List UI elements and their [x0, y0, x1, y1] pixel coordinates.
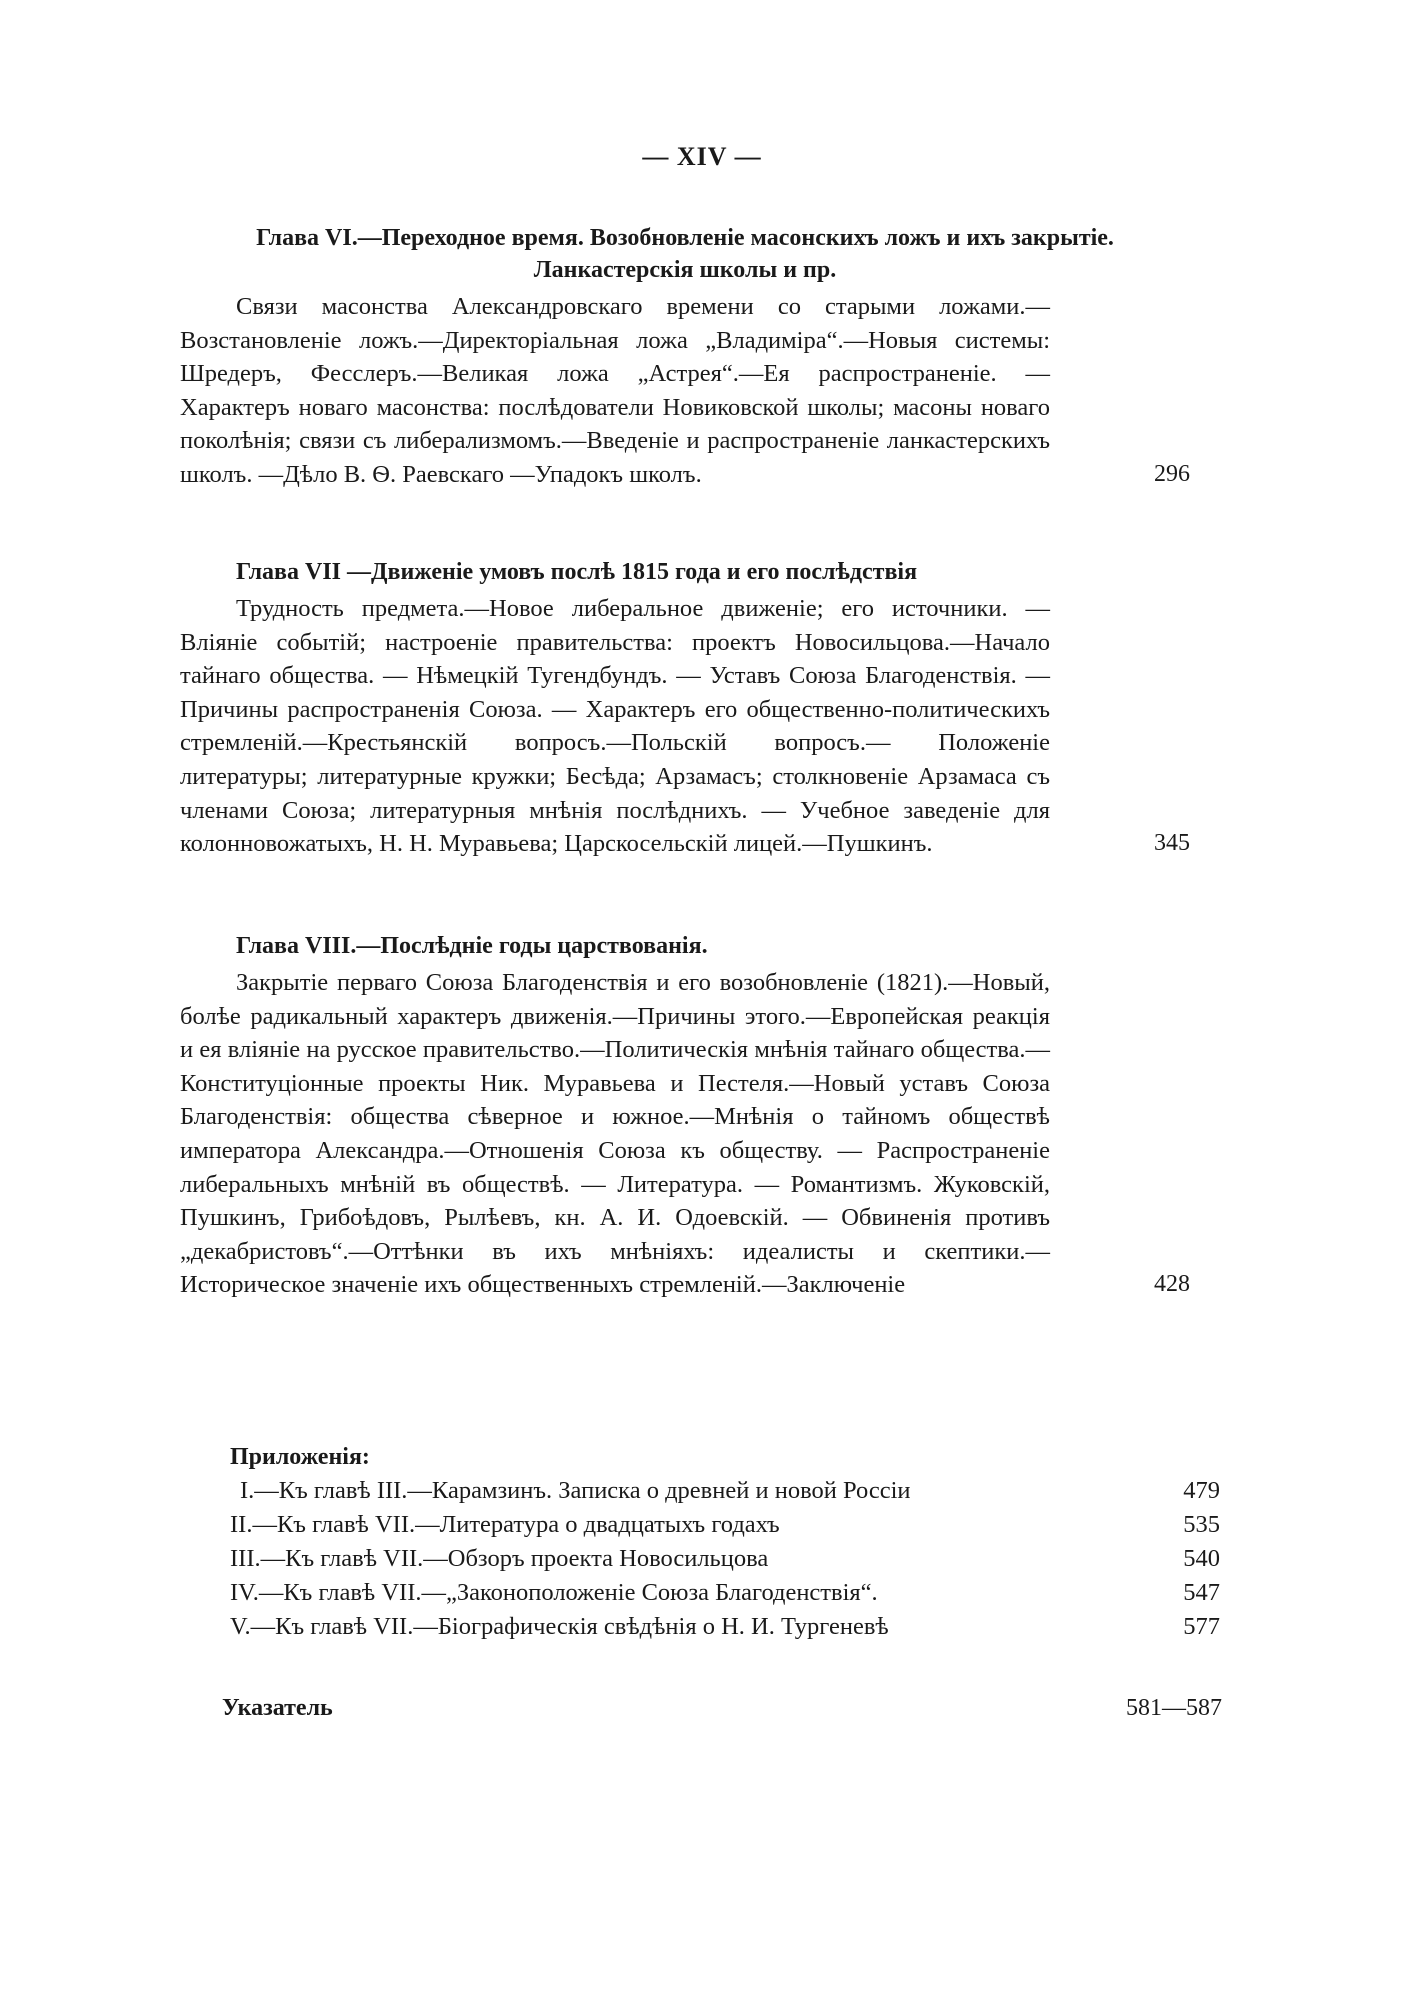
appendices-title: Приложенія: [230, 1444, 370, 1470]
appendix-page: 547 [1183, 1579, 1220, 1606]
appendix-text: IV.—Къ главѣ VII.—„Законоположеніе Союза Благоденствія“. [230, 1579, 878, 1606]
chapter-6 [180, 222, 1190, 492]
appendix-page: 540 [1183, 1545, 1220, 1572]
chapter-title: Глава VIII.—Послѣдніе годы царствованія. [236, 933, 708, 959]
index-label: Указатель [222, 1695, 333, 1721]
appendix-text: I.—Къ главѣ III.—Карамзинъ. Записка о древней и новой Россіи [240, 1477, 911, 1504]
appendix-text: II.—Къ главѣ VII.—Литература о двадцатыхъ годахъ [230, 1511, 780, 1538]
index-pages: 581—587 [1126, 1695, 1222, 1721]
appendix-item [230, 1474, 1220, 1508]
appendix-item [230, 1576, 1220, 1610]
chapter-summary: Связи масонства Александровскаго времени со старыми ложами.—Возстановленіе ложъ.—Директоріальная ложа „Владиміра“.—Новыя системы: Шредеръ, Фесслеръ.—Великая ложа „Астрея“.—Ея распространеніе. — Характеръ новаго масонства: послѣдователи Новиковской школы; масоны новаго поколѣнія; связи съ либерализмомъ.—Введеніе и распространеніе ланкастерскихъ школъ. —Дѣло В. Ѳ. Раевскаго —Упадокъ школъ. [180, 293, 1050, 488]
index-entry [222, 1695, 1222, 1722]
chapter-page: 345 [1154, 830, 1190, 857]
chapter-8 [180, 930, 1190, 1302]
appendix-item [230, 1610, 1220, 1644]
chapter-page: 428 [1154, 1271, 1190, 1298]
chapter-summary: Трудность предмета.—Новое либеральное движеніе; его источники. —Вліяніе событій; настроеніе правительства: проектъ Новосильцова.—Начало тайнаго общества. — Нѣмецкій Тугендбундъ. — Уставъ Союза Благоденствія. — Причины распространенія Союза. — Характеръ его общественно-политическихъ стремленій.—Крестьянскій вопросъ.—Польскій вопросъ.— Положеніе литературы; литературные кружки; Бесѣда; Арзамасъ; столкновеніе Арзамаса съ членами Союза; литературныя мнѣнія послѣднихъ. — Учебное заведеніе для колонновожатыхъ, Н. Н. Муравьева; Царскосельскій лицей.—Пушкинъ. [180, 595, 1050, 858]
appendix-page: 535 [1183, 1511, 1220, 1538]
chapter-title: Глава VI.—Переходное время. Возобновленіе масонскихъ ложъ и ихъ закрытіе. Ланкастерскія школы и пр. [256, 225, 1114, 283]
appendix-page: 577 [1183, 1613, 1220, 1640]
appendix-page: 479 [1183, 1477, 1220, 1504]
chapter-title: Глава VII —Движеніе умовъ послѣ 1815 года и его послѣдствія [236, 559, 918, 585]
appendix-text: III.—Къ главѣ VII.—Обзоръ проекта Новосильцова [230, 1545, 769, 1572]
page-number: — XIV — [642, 142, 762, 171]
chapter-page: 296 [1154, 460, 1190, 487]
appendix-item [230, 1508, 1220, 1542]
appendix-text: V.—Къ главѣ VII.—Біографическія свѣдѣнія о Н. И. Тургеневѣ [230, 1613, 889, 1640]
appendices [230, 1440, 1220, 1644]
chapter-7 [180, 556, 1190, 861]
chapter-summary: Закрытіе перваго Союза Благоденствія и его возобновленіе (1821).—Новый, болѣе радикальный характеръ движенія.—Причины этого.—Европейская реакція и ея вліяніе на русское правительство.—Политическія мнѣнія тайнаго общества.—Конституціонные проекты Ник. Муравьева и Пестеля.—Новый уставъ Союза Благоденствія: общества сѣверное и южное.—Мнѣнія о тайномъ обществѣ императора Александра.—Отношенія Союза къ обществу. — Распространеніе либеральныхъ мнѣній въ обществѣ. — Литература. — Романтизмъ. Жуковскій, Пушкинъ, Грибоѣдовъ, Рылѣевъ, кн. А. И. Одоевскій. — Обвиненія противъ „декабристовъ“.—Оттѣнки въ ихъ мнѣніяхъ: идеалисты и скептики.—Историческое значеніе ихъ общественныхъ стремленій.—Заключеніе [180, 969, 1050, 1299]
appendix-item [230, 1542, 1220, 1576]
